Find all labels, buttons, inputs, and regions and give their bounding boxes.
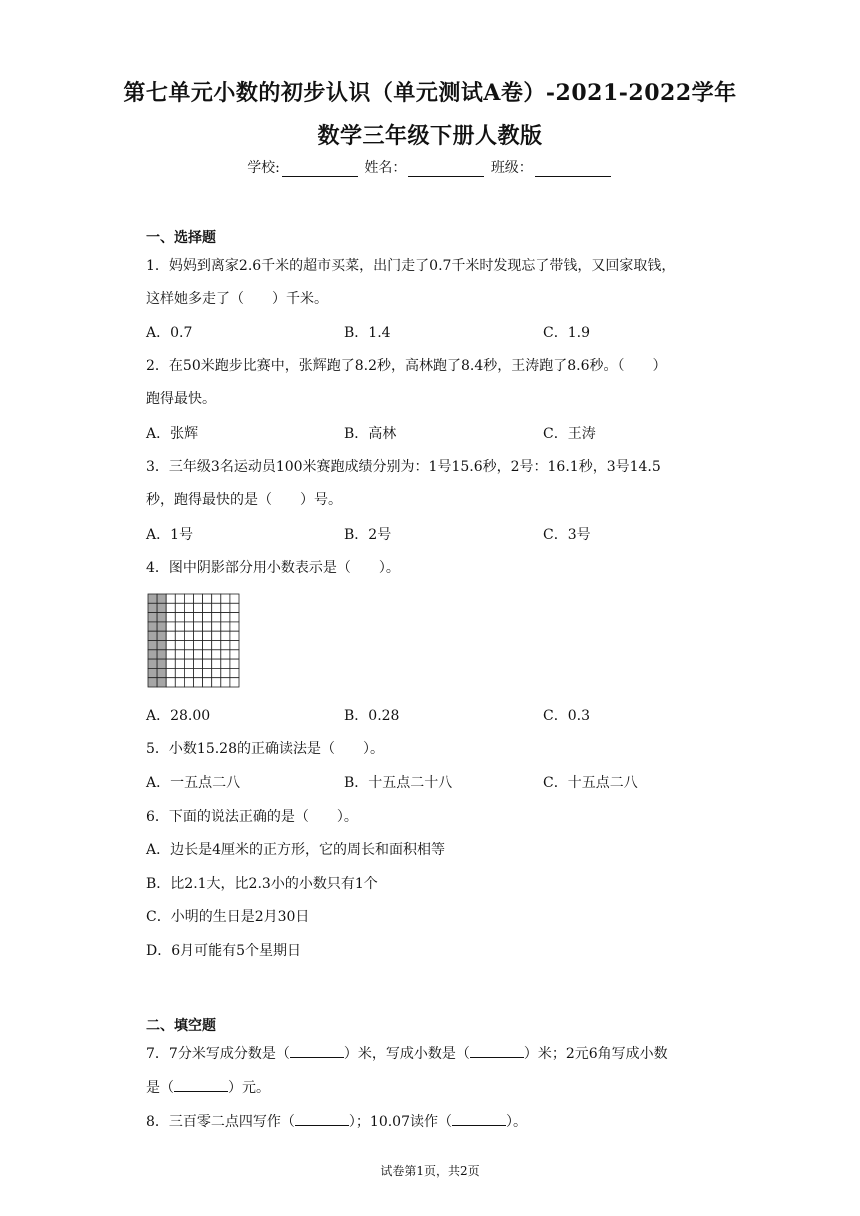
q7-blank3[interactable]	[174, 1078, 228, 1092]
grid-cell	[221, 678, 230, 687]
grid-cell	[203, 631, 212, 640]
q4-option-a: A．28.00	[146, 708, 211, 724]
q8-blank1[interactable]	[295, 1112, 349, 1126]
q2-option-c: C．王涛	[543, 426, 596, 442]
q7-part3: ）米；2元6角写成小数	[523, 1046, 668, 1062]
grid-cell	[166, 659, 175, 668]
grid-cell	[230, 594, 239, 603]
grid-cell	[203, 641, 212, 650]
grid-cell	[166, 641, 175, 650]
q1-option-b: B．1.4	[344, 325, 391, 341]
section1-heading: 一、选择题	[146, 230, 216, 246]
grid-cell-shaded	[148, 650, 157, 659]
grid-cell	[221, 622, 230, 631]
grid-cell	[184, 641, 193, 650]
class-label: 班级：	[490, 160, 533, 176]
hundred-square-grid	[147, 593, 240, 688]
grid-cell	[203, 594, 212, 603]
grid-cell	[230, 641, 239, 650]
grid-cell	[166, 613, 175, 622]
grid-cell	[194, 678, 203, 687]
grid-cell	[230, 659, 239, 668]
grid-cell-shaded	[148, 659, 157, 668]
grid-cell-shaded	[148, 631, 157, 640]
q8-line1	[146, 1111, 527, 1131]
grid-cell	[212, 603, 221, 612]
q7-part1: 7．7分米写成分数是（	[146, 1046, 290, 1062]
grid-cell	[166, 668, 175, 677]
q5-option-b: B．十五点二十八	[344, 775, 453, 791]
q5-text-line1: 5．小数15.28的正确读法是（ ）。	[146, 741, 384, 757]
q3-option-a: A．1号	[146, 527, 194, 543]
grid-cell-shaded	[157, 594, 166, 603]
q4-option-b: B．0.28	[344, 708, 400, 724]
q8-blank2[interactable]	[452, 1112, 506, 1126]
grid-cell	[221, 641, 230, 650]
grid-cell	[212, 650, 221, 659]
grid-cell-shaded	[148, 613, 157, 622]
grid-cell	[203, 603, 212, 612]
grid-cell	[175, 631, 184, 640]
grid-cell	[221, 631, 230, 640]
name-blank[interactable]	[408, 162, 484, 177]
school-blank[interactable]	[282, 162, 358, 177]
q7-blank2[interactable]	[470, 1044, 524, 1058]
grid-cell	[203, 622, 212, 631]
q6-option-c: C．小明的生日是2月30日	[146, 909, 310, 925]
q8-part2: ）；10.07读作（	[348, 1114, 453, 1130]
grid-cell	[175, 678, 184, 687]
grid-cell	[166, 603, 175, 612]
q7-line2	[146, 1077, 270, 1097]
q5-option-a: A．一五点二八	[146, 775, 241, 791]
q2-option-a: A．张辉	[146, 426, 199, 442]
grid-cell-shaded	[157, 641, 166, 650]
grid-cell	[221, 668, 230, 677]
grid-cell-shaded	[148, 678, 157, 687]
grid-cell	[166, 631, 175, 640]
q8-part3: ）。	[506, 1114, 528, 1130]
grid-cell	[212, 613, 221, 622]
grid-cell	[166, 622, 175, 631]
grid-cell	[203, 678, 212, 687]
q1-option-a: A．0.7	[146, 325, 193, 341]
q2-text-line1: 2．在50米跑步比赛中，张辉跑了8.2秒，高林跑了8.4秒，王涛跑了8.6秒。（ ）	[146, 358, 667, 374]
class-blank[interactable]	[535, 162, 611, 177]
grid-cell	[194, 613, 203, 622]
grid-cell	[194, 650, 203, 659]
grid-cell	[203, 659, 212, 668]
page-title-line2: 数学三年级下册人教版	[317, 123, 543, 149]
q1-text-line1: 1．妈妈到离家2.6千米的超市买菜，出门走了0.7千米时发现忘了带钱，又回家取钱，	[146, 258, 676, 274]
grid-cell	[184, 631, 193, 640]
q6-text-line1: 6．下面的说法正确的是（ ）。	[146, 809, 358, 825]
grid-cell	[212, 678, 221, 687]
q1-option-c: C．1.9	[543, 325, 590, 341]
grid-cell	[221, 613, 230, 622]
grid-cell	[230, 678, 239, 687]
grid-cell	[184, 594, 193, 603]
q2-option-b: B．高林	[344, 426, 397, 442]
grid-cell-shaded	[157, 631, 166, 640]
grid-cell-shaded	[148, 622, 157, 631]
grid-cell	[184, 613, 193, 622]
grid-cell	[194, 668, 203, 677]
grid-cell	[184, 650, 193, 659]
grid-cell	[194, 641, 203, 650]
q1-text-line2: 这样她多走了（ ）千米。	[146, 291, 328, 307]
grid-cell	[166, 678, 175, 687]
grid-cell-shaded	[157, 603, 166, 612]
grid-cell-shaded	[148, 641, 157, 650]
school-label: 学校:	[247, 160, 280, 176]
grid-cell	[194, 659, 203, 668]
grid-cell	[184, 603, 193, 612]
grid-cell	[230, 622, 239, 631]
grid-cell	[175, 668, 184, 677]
grid-cell	[230, 668, 239, 677]
grid-cell	[203, 613, 212, 622]
q3-text-line1: 3．三年级3名运动员100米赛跑成绩分别为：1号15.6秒，2号：16.1秒，3号14.5	[146, 459, 661, 475]
grid-cell	[194, 603, 203, 612]
q7-part5: ）元。	[228, 1080, 270, 1096]
q3-text-line2: 秒，跑得最快的是（ ）号。	[146, 492, 342, 508]
grid-cell-shaded	[157, 622, 166, 631]
grid-cell	[212, 668, 221, 677]
grid-cell	[194, 631, 203, 640]
section2-heading: 二、填空题	[146, 1018, 216, 1034]
grid-cell	[166, 650, 175, 659]
grid-cell-shaded	[148, 668, 157, 677]
name-label: 姓名：	[364, 160, 407, 176]
grid-cell	[212, 641, 221, 650]
grid-cell	[221, 659, 230, 668]
grid-cell	[184, 668, 193, 677]
grid-cell	[175, 641, 184, 650]
grid-cell	[166, 594, 175, 603]
grid-cell	[230, 603, 239, 612]
grid-cell	[175, 603, 184, 612]
grid-cell	[203, 650, 212, 659]
grid-cell	[175, 650, 184, 659]
page-title-line1: 第七单元小数的初步认识（单元测试A卷）-2021-2022学年	[123, 80, 737, 106]
grid-cell	[175, 659, 184, 668]
grid-cell	[184, 622, 193, 631]
q8-part1: 8．三百零二点四写作（	[146, 1114, 295, 1130]
page-footer: 试卷第1页，共2页	[380, 1164, 480, 1178]
grid-cell	[194, 594, 203, 603]
grid-cell	[203, 668, 212, 677]
grid-cell-shaded	[157, 613, 166, 622]
q4-text-line1: 4．图中阴影部分用小数表示是（ ）。	[146, 560, 400, 576]
grid-cell	[212, 659, 221, 668]
grid-cell	[212, 631, 221, 640]
grid-cell	[230, 650, 239, 659]
grid-cell	[230, 631, 239, 640]
q6-option-a: A．边长是4厘米的正方形，它的周长和面积相等	[146, 842, 446, 858]
grid-cell	[212, 594, 221, 603]
grid-cell	[175, 594, 184, 603]
grid-cell	[221, 603, 230, 612]
grid-cell-shaded	[157, 678, 166, 687]
q3-option-b: B．2号	[344, 527, 392, 543]
grid-cell	[221, 594, 230, 603]
grid-cell	[230, 613, 239, 622]
student-info-row	[0, 157, 860, 177]
q7-part2: ）米，写成小数是（	[343, 1046, 470, 1062]
grid-cell	[212, 622, 221, 631]
grid-cell-shaded	[157, 659, 166, 668]
grid-cell	[221, 650, 230, 659]
q7-part4: 是（	[146, 1080, 174, 1096]
grid-cell	[184, 659, 193, 668]
grid-cell	[184, 678, 193, 687]
grid-cell-shaded	[157, 650, 166, 659]
q6-option-d: D．6月可能有5个星期日	[146, 943, 302, 959]
grid-cell-shaded	[148, 603, 157, 612]
grid-cell	[175, 622, 184, 631]
grid-cell-shaded	[148, 594, 157, 603]
q6-option-b: B．比2.1大，比2.3小的小数只有1个	[146, 876, 378, 892]
grid-cell	[175, 613, 184, 622]
q2-text-line2: 跑得最快。	[146, 391, 216, 407]
q4-option-c: C．0.3	[543, 708, 590, 724]
grid-cell	[194, 622, 203, 631]
q5-option-c: C．十五点二八	[543, 775, 638, 791]
q7-line1	[146, 1043, 668, 1063]
grid-cell-shaded	[157, 668, 166, 677]
q3-option-c: C．3号	[543, 527, 591, 543]
q7-blank1[interactable]	[290, 1044, 344, 1058]
